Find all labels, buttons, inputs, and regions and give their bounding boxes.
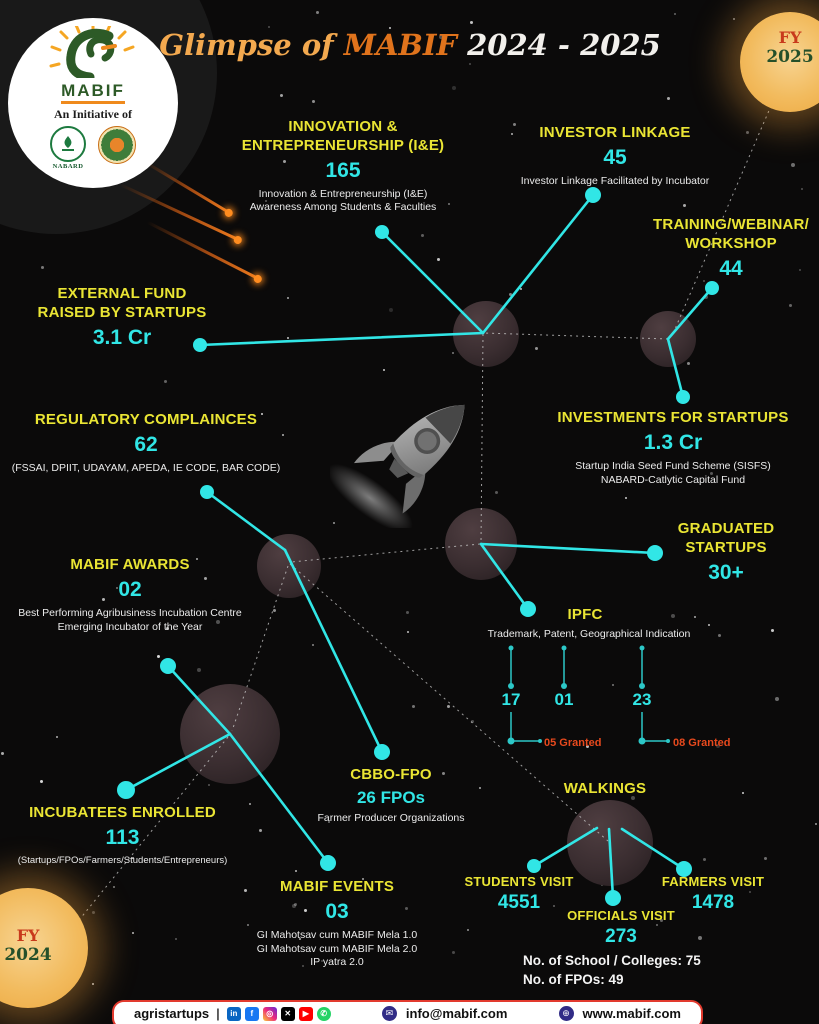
stat-regulatory <box>0 411 292 476</box>
ipfc-dot <box>562 646 567 651</box>
ipfc-sub-block <box>464 628 714 642</box>
investor-value: 45 <box>603 145 627 169</box>
officials-visit-value: 273 <box>605 926 637 948</box>
ipfc-dot <box>640 646 645 651</box>
innovation-title-2: ENTREPRENEURSHIP (I&E) <box>241 136 445 154</box>
regulatory-sub: (FSSAI, DPIIT, UDAYAM, APEDA, IE CODE, BAR CODE) <box>11 462 281 474</box>
cyan-connector <box>207 492 285 550</box>
connector-dot <box>320 855 336 871</box>
ipfc-dot <box>666 739 670 743</box>
farmers-visit-label: FARMERS VISIT <box>661 874 765 889</box>
innovation-sub-2: Awareness Among Students & Faculties <box>249 201 437 214</box>
stat-investor-linkage <box>474 124 756 189</box>
cyan-connector <box>609 829 613 898</box>
innovation-title-1: INNOVATION & <box>288 118 398 135</box>
footer-website[interactable]: www.mabif.com <box>582 1006 681 1021</box>
ipfc-dot <box>639 738 646 745</box>
innovation-value: 165 <box>325 158 361 182</box>
stat-awards <box>0 556 260 634</box>
ipfc-granted-connector <box>511 712 540 741</box>
stat-external-fund <box>12 285 232 351</box>
cyan-connector <box>126 734 230 790</box>
stat-cbbo <box>291 766 491 826</box>
dotted-connector <box>672 78 783 336</box>
dotted-connector <box>291 544 480 562</box>
connector-dot <box>605 890 621 906</box>
cyan-connector <box>483 195 593 333</box>
youtube-icon[interactable]: ▶ <box>299 1007 313 1021</box>
stat-events <box>227 878 447 970</box>
walkings-farmers <box>646 874 780 915</box>
ipfc-gi-count: 23 <box>632 690 652 709</box>
x-icon[interactable]: ✕ <box>281 1007 295 1021</box>
training-title-2: WORKSHOP <box>685 234 777 252</box>
farmers-visit-value: 1478 <box>691 892 735 914</box>
ipfc-dot <box>509 646 514 651</box>
footer-divider: | <box>216 1006 220 1021</box>
investments-value: 1.3 Cr <box>643 430 703 454</box>
title-brand: MABIF <box>343 28 458 62</box>
ipfc-granted-trademark: 05 Granted <box>544 737 602 749</box>
whatsapp-icon[interactable]: ✆ <box>317 1007 331 1021</box>
cyan-connector <box>382 232 483 333</box>
graduated-value: 30+ <box>708 560 744 584</box>
cyan-connector <box>481 544 655 553</box>
globe-icon: ⊕ <box>559 1006 574 1021</box>
graduated-title-2: STARTUPS <box>685 538 767 556</box>
instagram-icon[interactable]: ◎ <box>263 1007 277 1021</box>
ipfc-granted-connector <box>642 712 668 741</box>
ipfc-dot <box>508 738 515 745</box>
ipfc-sub: Trademark, Patent, Geographical Indication <box>487 628 691 640</box>
facebook-icon[interactable]: f <box>245 1007 259 1021</box>
stat-graduated <box>656 520 796 586</box>
external-fund-value: 3.1 Cr <box>92 325 152 349</box>
regulatory-title: REGULATORY COMPLAINCES <box>34 411 258 428</box>
ipfc-granted-gi: 08 Granted <box>673 737 731 749</box>
investor-title: INVESTOR LINKAGE <box>539 124 691 141</box>
stat-ipfc <box>525 606 645 625</box>
cbbo-sub: Farmer Producer Organizations <box>317 812 465 824</box>
linkedin-icon[interactable]: in <box>227 1007 241 1021</box>
cyan-connector <box>168 666 230 734</box>
officials-visit-label: OFFICIALS VISIT <box>567 908 675 923</box>
title-glimpse: Glimpse of <box>159 28 344 62</box>
nabard-label: NABARD <box>52 162 84 170</box>
ipfc-trademark-count: 17 <box>501 690 521 709</box>
fy-2025-label: FY <box>778 28 802 47</box>
awards-sub-2: Emerging Incubator of the Year <box>57 620 203 633</box>
connector-dot <box>200 485 214 499</box>
cyan-connector <box>285 550 382 752</box>
logo-initiative-text: An Initiative of <box>54 106 132 121</box>
title-years: 2024 - 2025 <box>457 28 661 62</box>
investments-sub-2: NABARD-Catlytic Capital Fund <box>600 473 746 486</box>
social-icons <box>227 1007 331 1021</box>
walkings-totals <box>523 952 753 990</box>
schools-total: No. of School / Colleges: 75 <box>523 953 701 968</box>
mabif-hand-sun-icon <box>45 26 141 78</box>
walkings-title: WALKINGS <box>563 780 647 797</box>
external-fund-title-1: EXTERNAL FUND <box>57 285 187 302</box>
fy-2024-label: FY <box>16 926 40 945</box>
ipfc-dot <box>639 683 645 689</box>
cbbo-value: 26 FPOs <box>356 787 426 807</box>
dotted-connector <box>484 333 668 339</box>
connector-dot <box>117 781 135 799</box>
incubatees-title: INCUBATEES ENROLLED <box>29 804 216 821</box>
external-fund-title-2: RAISED BY STARTUPS <box>37 303 207 321</box>
connector-dot <box>527 859 541 873</box>
cbbo-title: CBBO-FPO <box>350 766 432 783</box>
ipfc-patent-count: 01 <box>554 690 574 709</box>
ipfc-dot <box>508 683 514 689</box>
footer-bar <box>112 1000 703 1024</box>
rocket-icon <box>330 378 500 528</box>
footer-email[interactable]: info@mabif.com <box>405 1006 508 1021</box>
connector-dot <box>676 390 690 404</box>
ipfc-title: IPFC <box>567 606 603 623</box>
ipfc-dot <box>538 739 542 743</box>
fy-2024-year: 2024 <box>4 945 52 966</box>
page-title <box>150 28 670 62</box>
connector-dot <box>160 658 176 674</box>
email-icon: ✉ <box>382 1006 397 1021</box>
investor-sub: Investor Linkage Facilitated by Incubator <box>520 175 710 187</box>
fpos-total: No. of FPOs: 49 <box>523 971 624 987</box>
stat-training <box>626 216 819 282</box>
events-sub-3: IP yatra 2.0 <box>310 956 364 969</box>
students-visit-value: 4551 <box>497 892 541 914</box>
stat-investments <box>542 409 804 487</box>
stat-walkings <box>555 780 655 799</box>
nabard-logo-icon <box>50 126 86 162</box>
events-sub-2: GI Mahotsav cum MABIF Mela 2.0 <box>256 942 418 955</box>
students-visit-label: STUDENTS VISIT <box>464 874 574 889</box>
cyan-connector <box>200 333 483 345</box>
ipfc-dot <box>561 683 567 689</box>
training-title-1: TRAINING/WEBINAR/ <box>653 216 809 233</box>
cyan-connector <box>481 544 528 609</box>
stat-innovation <box>223 118 463 215</box>
connector-dot <box>375 225 389 239</box>
incubatees-value: 113 <box>105 825 140 849</box>
fy-2025-year: 2025 <box>766 47 814 68</box>
events-title: MABIF EVENTS <box>279 878 395 895</box>
awards-title: MABIF AWARDS <box>70 556 190 573</box>
tnau-emblem-icon <box>98 126 136 164</box>
footer-handle: agristartups <box>134 1006 210 1021</box>
awards-sub-1: Best Performing Agribusiness Incubation Centre <box>18 607 242 619</box>
investments-title: INVESTMENTS FOR STARTUPS <box>557 409 789 426</box>
events-sub-1: GI Mahotsav cum MABIF Mela 1.0 <box>256 929 418 941</box>
stat-incubatees <box>0 804 245 867</box>
regulatory-value: 62 <box>134 432 158 456</box>
training-value: 44 <box>719 256 743 280</box>
graduated-title-1: GRADUATED <box>677 520 775 537</box>
awards-value: 02 <box>118 577 142 601</box>
cyan-connector <box>622 829 684 869</box>
incubatees-sub: (Startups/FPOs/Farmers/Students/Entrepreneurs) <box>17 855 228 866</box>
connector-dot <box>705 281 719 295</box>
connector-dot <box>374 744 390 760</box>
logo-brand-text: MABIF <box>61 82 125 104</box>
events-value: 03 <box>325 899 349 923</box>
cyan-connector <box>668 288 712 339</box>
innovation-sub-1: Innovation & Entrepreneurship (I&E) <box>258 187 428 200</box>
investments-sub-1: Startup India Seed Fund Scheme (SISFS) <box>575 460 771 472</box>
cyan-connector <box>534 828 597 866</box>
connector-dot <box>585 187 601 203</box>
cyan-connector <box>668 339 683 397</box>
